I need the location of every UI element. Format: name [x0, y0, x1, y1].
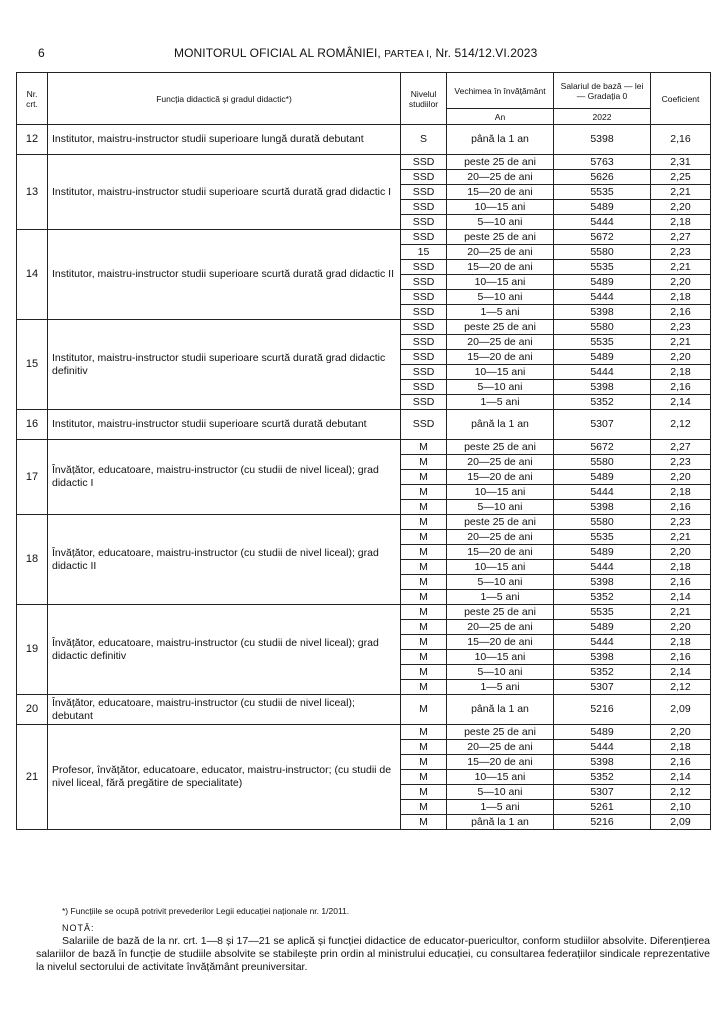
cell-level: M: [401, 635, 447, 650]
cell-seniority: 20—25 de ani: [447, 335, 554, 350]
cell-level: M: [401, 470, 447, 485]
cell-coef: 2,14: [651, 770, 711, 785]
cell-level: SSD: [401, 365, 447, 380]
cell-coef: 2,21: [651, 605, 711, 620]
cell-salary: 5489: [554, 350, 651, 365]
cell-coef: 2,18: [651, 560, 711, 575]
cell-salary: 5580: [554, 320, 651, 335]
row-function: Institutor, maistru-instructor studii superioare scurtă durată debutant: [48, 410, 401, 440]
cell-salary: 5398: [554, 575, 651, 590]
cell-salary: 5444: [554, 485, 651, 500]
table-row: [17, 125, 711, 155]
cell-salary: 5444: [554, 635, 651, 650]
cell-coef: 2,20: [651, 350, 711, 365]
cell-level: SSD: [401, 230, 447, 245]
cell-salary: 5489: [554, 275, 651, 290]
cell-seniority: 15—20 de ani: [447, 755, 554, 770]
cell-salary: 5444: [554, 560, 651, 575]
cell-coef: 2,20: [651, 470, 711, 485]
cell-salary: 5352: [554, 590, 651, 605]
cell-coef: 2,23: [651, 320, 711, 335]
row-nr: 17: [17, 440, 48, 515]
cell-level: S: [401, 125, 447, 155]
cell-salary: 5535: [554, 185, 651, 200]
row-nr: 15: [17, 320, 48, 410]
cell-level: M: [401, 560, 447, 575]
cell-salary: 5216: [554, 695, 651, 725]
cell-salary: 5535: [554, 260, 651, 275]
cell-level: M: [401, 605, 447, 620]
cell-salary: 5489: [554, 470, 651, 485]
row-nr: 14: [17, 230, 48, 320]
cell-seniority: 20—25 de ani: [447, 455, 554, 470]
cell-seniority: 1—5 ani: [447, 800, 554, 815]
cell-level: M: [401, 545, 447, 560]
table-row: [17, 230, 711, 245]
cell-seniority: peste 25 de ani: [447, 320, 554, 335]
cell-seniority: peste 25 de ani: [447, 440, 554, 455]
table-row: [17, 410, 711, 440]
table-row: [17, 605, 711, 620]
cell-level: M: [401, 590, 447, 605]
cell-level: SSD: [401, 200, 447, 215]
row-nr: 20: [17, 695, 48, 725]
cell-coef: 2,14: [651, 395, 711, 410]
cell-salary: 5763: [554, 155, 651, 170]
cell-coef: 2,12: [651, 785, 711, 800]
cell-coef: 2,21: [651, 530, 711, 545]
table-row: [17, 515, 711, 530]
cell-level: M: [401, 815, 447, 830]
cell-seniority: 20—25 de ani: [447, 530, 554, 545]
cell-coef: 2,10: [651, 800, 711, 815]
cell-salary: 5307: [554, 785, 651, 800]
footnote: *) Funcțiile se ocupă potrivit prevederilor Legii educației naționale nr. 1/2011.: [62, 906, 350, 916]
row-function: Învățător, educatoare, maistru-instructor (cu studii de nivel liceal); grad didactic I: [48, 440, 401, 515]
cell-seniority: 15—20 de ani: [447, 350, 554, 365]
cell-level: M: [401, 575, 447, 590]
cell-level: SSD: [401, 215, 447, 230]
cell-level: M: [401, 650, 447, 665]
header-functia: Funcția didactică și gradul didactic*): [48, 73, 401, 125]
cell-seniority: 10—15 ani: [447, 770, 554, 785]
cell-coef: 2,12: [651, 410, 711, 440]
cell-coef: 2,23: [651, 515, 711, 530]
publication-part: PARTEA I,: [384, 49, 433, 60]
row-function: Institutor, maistru-instructor studii superioare scurtă durată grad didactic II: [48, 230, 401, 320]
cell-salary: 5535: [554, 605, 651, 620]
table-row: [17, 695, 711, 725]
cell-coef: 2,20: [651, 200, 711, 215]
nota-text: Salariile de bază de la nr. crt. 1—8 și 17—21 se aplică și funcției didactice de educator-puericultor, conform studiilor absolvite. Diferențierea salariilor de bază în funcție de studiile absolvite se stabilește prin ordin al ministrului educației, cu consultarea federațiilor sindicale reprezentative la nivelul sectorului de activitate învățământ preuniversitar.: [36, 935, 710, 973]
cell-coef: 2,09: [651, 695, 711, 725]
cell-salary: 5444: [554, 290, 651, 305]
cell-level: 15: [401, 245, 447, 260]
row-function: Învățător, educatoare, maistru-instructor (cu studii de nivel liceal); grad didactic definitiv: [48, 605, 401, 695]
cell-coef: 2,20: [651, 545, 711, 560]
cell-seniority: 10—15 ani: [447, 200, 554, 215]
salary-table: [16, 72, 711, 830]
cell-coef: 2,16: [651, 575, 711, 590]
cell-salary: 5489: [554, 620, 651, 635]
cell-coef: 2,25: [651, 170, 711, 185]
row-nr: 19: [17, 605, 48, 695]
cell-salary: 5489: [554, 725, 651, 740]
header-nivel: Nivelul studiilor: [401, 73, 447, 125]
cell-seniority: 1—5 ani: [447, 305, 554, 320]
cell-seniority: 20—25 de ani: [447, 170, 554, 185]
cell-seniority: 15—20 de ani: [447, 260, 554, 275]
cell-seniority: peste 25 de ani: [447, 515, 554, 530]
cell-coef: 2,23: [651, 455, 711, 470]
table-row: [17, 155, 711, 170]
table-row: [17, 440, 711, 455]
cell-coef: 2,16: [651, 500, 711, 515]
cell-level: M: [401, 665, 447, 680]
cell-level: M: [401, 695, 447, 725]
cell-level: M: [401, 680, 447, 695]
row-function: Institutor, maistru-instructor studii superioare lungă durată debutant: [48, 125, 401, 155]
row-nr: 12: [17, 125, 48, 155]
cell-salary: 5398: [554, 650, 651, 665]
cell-seniority: 10—15 ani: [447, 560, 554, 575]
header-nr: Nr. crt.: [17, 73, 48, 125]
table-row: [17, 320, 711, 335]
cell-coef: 2,20: [651, 275, 711, 290]
header-salariu: Salariul de bază — lei — Gradația 0: [554, 73, 651, 109]
row-function: Institutor, maistru-instructor studii superioare scurtă durată grad didactic I: [48, 155, 401, 230]
cell-seniority: 20—25 de ani: [447, 620, 554, 635]
cell-salary: 5216: [554, 815, 651, 830]
row-nr: 16: [17, 410, 48, 440]
cell-salary: 5672: [554, 230, 651, 245]
cell-level: M: [401, 785, 447, 800]
cell-coef: 2,12: [651, 680, 711, 695]
cell-seniority: 5—10 ani: [447, 500, 554, 515]
cell-seniority: 1—5 ani: [447, 590, 554, 605]
cell-salary: 5398: [554, 125, 651, 155]
cell-seniority: 5—10 ani: [447, 785, 554, 800]
cell-coef: 2,18: [651, 215, 711, 230]
cell-salary: 5261: [554, 800, 651, 815]
cell-level: M: [401, 515, 447, 530]
cell-coef: 2,16: [651, 380, 711, 395]
cell-salary: 5444: [554, 215, 651, 230]
cell-salary: 5580: [554, 455, 651, 470]
cell-coef: 2,18: [651, 485, 711, 500]
cell-salary: 5398: [554, 380, 651, 395]
cell-coef: 2,18: [651, 365, 711, 380]
cell-coef: 2,20: [651, 620, 711, 635]
cell-coef: 2,16: [651, 650, 711, 665]
cell-salary: 5580: [554, 515, 651, 530]
nota-label: NOTĂ:: [62, 923, 95, 933]
cell-coef: 2,16: [651, 125, 711, 155]
row-nr: 13: [17, 155, 48, 230]
publication-issue: Nr. 514/12.VI.2023: [435, 46, 538, 60]
table-row: [17, 725, 711, 740]
cell-level: SSD: [401, 155, 447, 170]
cell-seniority: până la 1 an: [447, 695, 554, 725]
cell-seniority: 1—5 ani: [447, 680, 554, 695]
cell-level: M: [401, 800, 447, 815]
cell-seniority: până la 1 an: [447, 815, 554, 830]
cell-seniority: 5—10 ani: [447, 215, 554, 230]
publication-main: MONITORUL OFICIAL AL ROMÂNIEI,: [174, 46, 381, 60]
row-nr: 21: [17, 725, 48, 830]
cell-level: M: [401, 725, 447, 740]
cell-level: M: [401, 770, 447, 785]
row-function: Institutor, maistru-instructor studii superioare scurtă durată grad didactic definitiv: [48, 320, 401, 410]
cell-salary: 5444: [554, 740, 651, 755]
cell-coef: 2,16: [651, 755, 711, 770]
cell-salary: 5398: [554, 500, 651, 515]
cell-level: M: [401, 740, 447, 755]
cell-coef: 2,21: [651, 185, 711, 200]
cell-coef: 2,21: [651, 335, 711, 350]
header-coeficient: Coeficient: [651, 73, 711, 125]
cell-seniority: până la 1 an: [447, 410, 554, 440]
cell-level: M: [401, 500, 447, 515]
cell-coef: 2,14: [651, 665, 711, 680]
cell-level: M: [401, 485, 447, 500]
cell-seniority: 5—10 ani: [447, 380, 554, 395]
row-function: Învățător, educatoare, maistru-instructor (cu studii de nivel liceal); debutant: [48, 695, 401, 725]
cell-level: SSD: [401, 380, 447, 395]
cell-level: SSD: [401, 260, 447, 275]
cell-seniority: 5—10 ani: [447, 665, 554, 680]
page-number: 6: [38, 46, 45, 60]
cell-seniority: 1—5 ani: [447, 395, 554, 410]
cell-level: SSD: [401, 335, 447, 350]
cell-seniority: peste 25 de ani: [447, 725, 554, 740]
header-year: 2022: [554, 109, 651, 125]
cell-salary: 5489: [554, 200, 651, 215]
cell-seniority: 15—20 de ani: [447, 545, 554, 560]
cell-coef: 2,27: [651, 440, 711, 455]
row-function: Învățător, educatoare, maistru-instructor (cu studii de nivel liceal); grad didactic II: [48, 515, 401, 605]
row-function: Profesor, învățător, educatoare, educator, maistru-instructor; (cu studii de nivel liceal, fără pregătire de specialitate): [48, 725, 401, 830]
cell-level: M: [401, 530, 447, 545]
cell-coef: 2,16: [651, 305, 711, 320]
cell-level: SSD: [401, 185, 447, 200]
cell-salary: 5535: [554, 335, 651, 350]
cell-salary: 5489: [554, 545, 651, 560]
cell-seniority: până la 1 an: [447, 125, 554, 155]
cell-level: SSD: [401, 410, 447, 440]
cell-seniority: 10—15 ani: [447, 275, 554, 290]
cell-level: SSD: [401, 275, 447, 290]
cell-coef: 2,20: [651, 725, 711, 740]
cell-level: M: [401, 440, 447, 455]
cell-salary: 5398: [554, 305, 651, 320]
cell-level: M: [401, 455, 447, 470]
cell-salary: 5672: [554, 440, 651, 455]
cell-level: SSD: [401, 290, 447, 305]
cell-seniority: 5—10 ani: [447, 575, 554, 590]
cell-coef: 2,09: [651, 815, 711, 830]
cell-level: M: [401, 620, 447, 635]
cell-salary: 5352: [554, 665, 651, 680]
publication-header: [174, 46, 537, 60]
cell-level: SSD: [401, 395, 447, 410]
cell-seniority: 20—25 de ani: [447, 740, 554, 755]
cell-coef: 2,31: [651, 155, 711, 170]
cell-salary: 5352: [554, 395, 651, 410]
cell-seniority: 15—20 de ani: [447, 185, 554, 200]
cell-salary: 5580: [554, 245, 651, 260]
cell-seniority: 10—15 ani: [447, 485, 554, 500]
cell-level: SSD: [401, 305, 447, 320]
cell-seniority: 5—10 ani: [447, 290, 554, 305]
cell-seniority: peste 25 de ani: [447, 605, 554, 620]
cell-coef: 2,27: [651, 230, 711, 245]
cell-seniority: peste 25 de ani: [447, 230, 554, 245]
cell-level: SSD: [401, 170, 447, 185]
cell-salary: 5398: [554, 755, 651, 770]
cell-seniority: 15—20 de ani: [447, 470, 554, 485]
cell-seniority: peste 25 de ani: [447, 155, 554, 170]
cell-salary: 5307: [554, 680, 651, 695]
cell-coef: 2,21: [651, 260, 711, 275]
cell-salary: 5352: [554, 770, 651, 785]
cell-coef: 2,18: [651, 740, 711, 755]
cell-salary: 5307: [554, 410, 651, 440]
cell-salary: 5535: [554, 530, 651, 545]
cell-level: M: [401, 755, 447, 770]
cell-coef: 2,23: [651, 245, 711, 260]
table-body: [17, 125, 711, 830]
cell-coef: 2,18: [651, 290, 711, 305]
cell-seniority: 10—15 ani: [447, 650, 554, 665]
cell-coef: 2,18: [651, 635, 711, 650]
cell-level: SSD: [401, 320, 447, 335]
cell-coef: 2,14: [651, 590, 711, 605]
cell-seniority: 20—25 de ani: [447, 245, 554, 260]
header-vechime: Vechimea în învățământ: [447, 73, 554, 109]
cell-seniority: 15—20 de ani: [447, 635, 554, 650]
header-an: An: [447, 109, 554, 125]
cell-seniority: 10—15 ani: [447, 365, 554, 380]
row-nr: 18: [17, 515, 48, 605]
cell-level: SSD: [401, 350, 447, 365]
cell-salary: 5626: [554, 170, 651, 185]
cell-salary: 5444: [554, 365, 651, 380]
